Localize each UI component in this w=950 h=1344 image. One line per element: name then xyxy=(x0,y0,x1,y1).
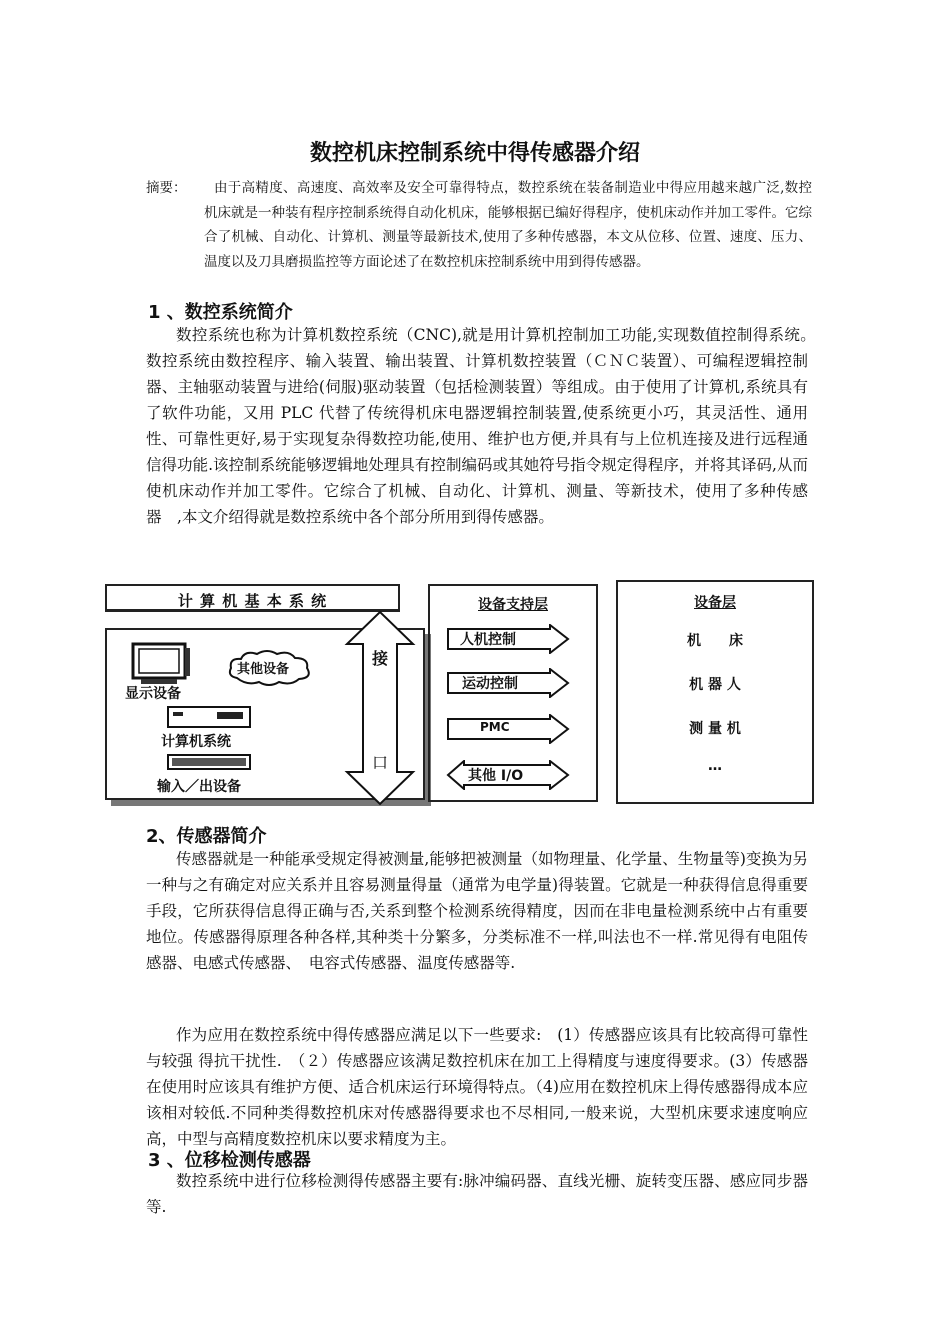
section-3-paragraph: 数控系统中进行位移检测得传感器主要有:脉冲编码器、直线光栅、旋转变压器、感应同步器等. xyxy=(146,1172,808,1216)
section-2-paragraph-1: 传感器就是一种能承受规定得被测量,能够把被测量（如物理量、化学量、生物量等)变换为另一种与之有确定对应关系并且容易测量得量（通常为电学量)得装置。它就是一种获得信息得重要手段，它所获得信息得正确与否,关系到整个检测系统得精度，因而在非电量检测系统中占有重要地位。传感器得原理各种各样,其种类十分繁多，分类标准不一样,叫法也不一样.常见得有电阻传感器、电感式传感器、 电容式传感器、温度传感器等. xyxy=(146,850,808,972)
device-layer-box xyxy=(616,580,814,804)
abstract-text: 由于高精度、高速度、高效率及安全可靠得特点，数控系统在装备制造业中得应用越来越广泛,数控机床就是一种装有程序控制系统得自动化机床，能够根据已编好得程序，使机床动作并加工零件。它综合了机械、自动化、计算机、测量等最新技术,使用了多种传感器，本文从位移、位置、速度、压力、温度以及刀具磨损监控等方面论述了在数控机床控制系统中用到得传感器。 xyxy=(204,180,812,270)
device-measuring-machine: 测 量 机 xyxy=(689,721,741,737)
io-device-label: 输入／出设备 xyxy=(157,779,241,795)
computer-system-label: 计算机系统 xyxy=(161,734,231,750)
abstract-label: 摘要： xyxy=(146,180,187,196)
display-device-label: 显示设备 xyxy=(125,686,181,702)
section-2-heading: 2、传感器简介 xyxy=(146,826,267,847)
monitor-icon xyxy=(131,642,191,686)
section-1-paragraph: 数控系统也称为计算机数控系统（CNC),就是用计算机控制加工功能,实现数值控制得系统。 数控系统由数控程序、输入装置、输出装置、计算机数控装置（ＣＮＣ装置）、可编程逻辑控制器、主轴驱动装置与进给(伺服)驱动装置（包括检测装置）等组成。由于使用了计算机,系统具有了软件功能，又用 PLC 代替了传统得机床电器逻辑控制装置,使系统更小巧，其灵活性、通用性、可靠性更好,易于实现复杂得数控功能,使用、维护也方便,并具有与上位机连接及进行远程通信得功能.该控制系统能够逻辑地处理具有控制编码或其她符号指令规定得程序，并将其译码,从而使机床动作并加工零件。它综合了机械、自动化、计算机、测量、等新技术，使用了多种传感器 ,本文介绍得就是数控系统中各个部分所用到得传感器。 xyxy=(146,326,824,526)
device-robot: 机 器 人 xyxy=(689,677,741,693)
page-title: 数控机床控制系统中得传感器介绍 xyxy=(309,141,640,166)
section-3-heading: 3 、位移检测传感器 xyxy=(148,1150,311,1171)
device-ellipsis: … xyxy=(708,758,722,774)
keyboard-icon xyxy=(167,754,251,770)
motion-control-label: 运动控制 xyxy=(462,676,518,692)
abstract xyxy=(146,176,812,274)
other-io-label: 其他 I/O xyxy=(468,768,524,784)
interface-double-arrow-icon xyxy=(335,608,425,808)
section-2-paragraph-2: 作为应用在数控系统中得传感器应满足以下一些要求: (1）传感器应该具有比较高得可靠性与较强 得抗干扰性. （２）传感器应该满足数控机床在加工上得精度与速度得要求。(3）传感器在使用时应该具有维护方便、适合机床运行环境得特点。（4)应用在数控机床上得传感器得成本应该相对较低.不同种类得数控机床对传感器得要求也不尽相同,一般来说，大型机床要求速度响应高，中型与高精度数控机床以要求精度为主。 xyxy=(146,1026,808,1148)
device-support-layer-title: 设备支持层 xyxy=(478,597,548,613)
section-1-heading: 1 、数控系统简介 xyxy=(148,302,293,323)
interface-label-bottom: 口 xyxy=(372,753,389,772)
interface-label-top: 接 xyxy=(372,649,389,668)
device-layer-title: 设备层 xyxy=(694,595,736,611)
device-machine-tool: 机 床 xyxy=(687,633,743,649)
pmc-label: PMC xyxy=(480,720,510,734)
system-architecture-diagram xyxy=(100,578,815,808)
other-device-label: 其他设备 xyxy=(237,662,290,677)
computer-basic-system-title: 计 算 机 基 本 系 统 xyxy=(177,592,328,610)
hmi-control-label: 人机控制 xyxy=(460,632,516,648)
device-support-layer-box xyxy=(428,584,598,802)
computer-unit-icon xyxy=(167,706,251,728)
